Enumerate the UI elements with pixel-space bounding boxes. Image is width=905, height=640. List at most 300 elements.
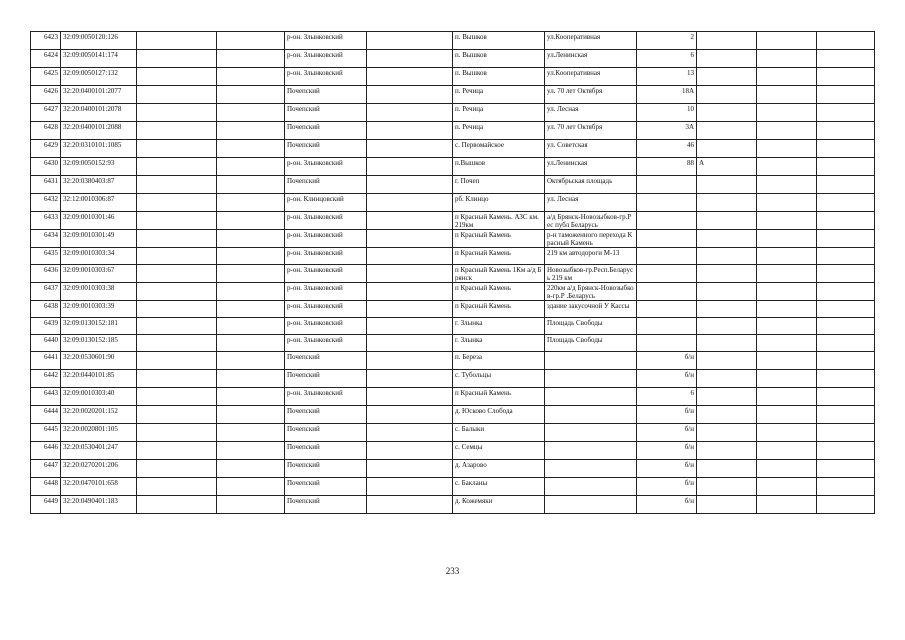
cell-empty [757,212,817,230]
cell-empty [817,388,875,406]
cell-district: р-он. Злынковский [285,388,367,406]
cell-locality: п Красный Камень 1Км а/д Брянск [453,265,545,283]
cell-district: р-он. Клинцовский [285,194,367,212]
cell-locality: г. Злынка [453,318,545,335]
cell-cadastral-number: 32:20:0470101:658 [61,478,137,496]
table-row [31,265,875,283]
cell-district: Почепский [285,496,367,514]
cell-empty [367,248,453,265]
cell-locality: п Красный Камень [453,283,545,301]
cell-empty [367,352,453,370]
cell-empty [217,122,285,140]
cell-house: б/н [637,460,697,478]
cell-building [697,176,757,194]
cell-house: б/н [637,352,697,370]
cell-cadastral-number: 32:09:0010303:38 [61,283,137,301]
cell-empty [137,122,217,140]
cell-street [545,460,637,478]
cell-district: Почепский [285,352,367,370]
cell-street: здание закусочной У Кассы [545,301,637,318]
cell-building [697,370,757,388]
cell-empty [137,158,217,176]
cell-district: р-он. Злынковский [285,212,367,230]
cell-empty [217,68,285,86]
cell-cadastral-number: 32:09:0010303:39 [61,301,137,318]
cell-empty [367,283,453,301]
cell-number: 6434 [31,230,61,248]
table-row [31,140,875,158]
cell-house: б/н [637,424,697,442]
cell-empty [367,86,453,104]
cell-empty [817,104,875,122]
cell-empty [137,248,217,265]
table-row [31,122,875,140]
cell-cadastral-number: 32:09:0130152:185 [61,335,137,352]
cell-empty [217,442,285,460]
cell-building [697,424,757,442]
cell-number: 6427 [31,104,61,122]
cell-empty [757,230,817,248]
cell-number: 6432 [31,194,61,212]
cell-empty [817,352,875,370]
cell-cadastral-number: 32:20:0380403:87 [61,176,137,194]
cell-empty [137,370,217,388]
cell-empty [217,248,285,265]
cell-district: р-он. Злынковский [285,32,367,50]
cell-locality: п Красный Камень. АЗС км.219км [453,212,545,230]
cell-number: 6430 [31,158,61,176]
cell-street: р-н таможенного перехода Красный Камень [545,230,637,248]
cell-empty [217,140,285,158]
table-row [31,335,875,352]
cell-locality: п. Речица [453,86,545,104]
table-row [31,248,875,265]
cell-building [697,388,757,406]
cell-number: 6440 [31,335,61,352]
cell-empty [757,50,817,68]
cell-building [697,265,757,283]
cell-street: Октябрьская площадь [545,176,637,194]
cell-empty [137,388,217,406]
cell-empty [137,478,217,496]
table-row [31,158,875,176]
cell-locality: с. Семцы [453,442,545,460]
cell-street: ул. Советская [545,140,637,158]
cell-number: 6426 [31,86,61,104]
table-row [31,442,875,460]
cell-empty [817,230,875,248]
table-row [31,283,875,301]
cell-building [697,301,757,318]
cell-empty [367,406,453,424]
cell-empty [757,265,817,283]
cell-empty [367,265,453,283]
cell-empty [137,265,217,283]
cell-street: ул.Кооперативная [545,32,637,50]
cell-empty [367,194,453,212]
page-number: 233 [445,566,460,576]
cell-cadastral-number: 32:20:0400101:2077 [61,86,137,104]
cell-empty [757,248,817,265]
cell-street: ул. Лесная [545,104,637,122]
cell-empty [757,460,817,478]
cell-cadastral-number: 32:12:0010306:87 [61,194,137,212]
table-row [31,352,875,370]
cell-empty [367,68,453,86]
cell-house: 18А [637,86,697,104]
cell-locality: п. Вышков [453,68,545,86]
cell-number: 6438 [31,301,61,318]
cell-empty [367,230,453,248]
cell-cadastral-number: 32:20:0020201:152 [61,406,137,424]
cell-empty [137,104,217,122]
cell-empty [137,352,217,370]
cell-cadastral-number: 32:09:0050152:93 [61,158,137,176]
cell-empty [757,140,817,158]
registry-table-body [31,32,875,514]
cell-empty [217,265,285,283]
cell-street [545,496,637,514]
cell-locality: п Красный Камень [453,248,545,265]
cell-district: Почепский [285,86,367,104]
cell-locality: п. Речица [453,122,545,140]
cell-house [637,318,697,335]
cell-building [697,104,757,122]
cell-house: 10 [637,104,697,122]
cell-empty [817,176,875,194]
cell-street: а/д Брянск-Новозыбков-гр.Рес публ Беларусь [545,212,637,230]
cell-empty [137,50,217,68]
cell-district: Почепский [285,176,367,194]
cell-house: 2 [637,32,697,50]
cell-cadastral-number: 32:20:0490401:183 [61,496,137,514]
cell-cadastral-number: 32:20:0020801:105 [61,424,137,442]
cell-cadastral-number: 32:09:0130152:181 [61,318,137,335]
cell-empty [367,335,453,352]
cell-house [637,194,697,212]
cell-locality: п. Вышков [453,32,545,50]
cell-number: 6428 [31,122,61,140]
cell-cadastral-number: 32:09:0010301:46 [61,212,137,230]
cell-house: 6 [637,388,697,406]
cell-empty [757,335,817,352]
cell-cadastral-number: 32:09:0050141:174 [61,50,137,68]
cell-house [637,230,697,248]
cell-empty [817,478,875,496]
table-row [31,68,875,86]
cell-house: 13 [637,68,697,86]
cell-empty [817,283,875,301]
cell-empty [757,352,817,370]
cell-empty [217,158,285,176]
cell-empty [217,176,285,194]
cell-street [545,478,637,496]
cell-number: 6431 [31,176,61,194]
table-row [31,460,875,478]
registry-table [30,31,875,514]
table-row [31,496,875,514]
cell-empty [217,318,285,335]
cell-empty [137,496,217,514]
cell-empty [817,370,875,388]
table-row [31,301,875,318]
cell-street: Новозыбков-гр.Респ.Беларусь 219 км [545,265,637,283]
cell-empty [757,406,817,424]
cell-empty [367,301,453,318]
cell-street: 220км а/д Брянск-Новозыбков-гр.Р .Беларусь [545,283,637,301]
cell-empty [137,318,217,335]
cell-empty [137,442,217,460]
cell-empty [137,283,217,301]
cell-empty [817,460,875,478]
cell-empty [217,424,285,442]
cell-empty [757,176,817,194]
cell-locality: п Красный Камень [453,230,545,248]
cell-empty [137,86,217,104]
cell-house: б/н [637,442,697,460]
cell-empty [137,424,217,442]
cell-number: 6447 [31,460,61,478]
cell-building [697,352,757,370]
cell-building [697,460,757,478]
cell-empty [817,212,875,230]
cell-cadastral-number: 32:09:0010303:40 [61,388,137,406]
cell-empty [137,68,217,86]
cell-cadastral-number: 32:09:0010301:49 [61,230,137,248]
cell-locality: д. Кожемяки [453,496,545,514]
cell-building: А [697,158,757,176]
cell-house [637,176,697,194]
cell-building [697,212,757,230]
cell-empty [137,406,217,424]
cell-empty [137,230,217,248]
cell-empty [367,122,453,140]
cell-house: 88 [637,158,697,176]
cell-street [545,352,637,370]
cell-building [697,478,757,496]
cell-empty [217,230,285,248]
cell-building [697,68,757,86]
cell-number: 6441 [31,352,61,370]
cell-empty [217,50,285,68]
cell-house: б/н [637,496,697,514]
cell-number: 6442 [31,370,61,388]
cell-empty [817,86,875,104]
cell-building [697,194,757,212]
cell-empty [757,496,817,514]
cell-building [697,496,757,514]
cell-empty [817,158,875,176]
cell-house [637,301,697,318]
cell-district: р-он. Злынковский [285,318,367,335]
cell-empty [817,335,875,352]
cell-building [697,140,757,158]
cell-cadastral-number: 32:09:0050127:132 [61,68,137,86]
cell-street: ул.Кооперативная [545,68,637,86]
cell-empty [757,32,817,50]
cell-locality: д. Азарово [453,460,545,478]
cell-empty [817,265,875,283]
cell-locality: п. Береза [453,352,545,370]
cell-cadastral-number: 32:20:0530401:247 [61,442,137,460]
cell-empty [367,50,453,68]
cell-empty [217,335,285,352]
cell-empty [367,140,453,158]
cell-empty [367,158,453,176]
table-row [31,212,875,230]
cell-street [545,370,637,388]
cell-house [637,283,697,301]
cell-building [697,122,757,140]
table-row [31,406,875,424]
cell-number: 6449 [31,496,61,514]
cell-street [545,424,637,442]
cell-empty [217,478,285,496]
cell-number: 6429 [31,140,61,158]
table-row [31,230,875,248]
cell-empty [137,301,217,318]
cell-street [545,442,637,460]
cell-empty [757,388,817,406]
cell-cadastral-number: 32:20:0400101:2078 [61,104,137,122]
cell-number: 6425 [31,68,61,86]
cell-locality: с. Бакланы [453,478,545,496]
cell-empty [757,194,817,212]
table-row [31,32,875,50]
cell-cadastral-number: 32:20:0310101:1085 [61,140,137,158]
cell-locality: п. Речица [453,104,545,122]
cell-empty [367,32,453,50]
cell-empty [367,442,453,460]
cell-house: 6 [637,50,697,68]
cell-locality: д. Юсково Слобода [453,406,545,424]
cell-district: р-он. Злынковский [285,301,367,318]
cell-empty [367,496,453,514]
cell-empty [817,68,875,86]
cell-street: ул. 70 лет Октября [545,122,637,140]
cell-empty [817,406,875,424]
cell-empty [217,496,285,514]
table-row [31,424,875,442]
cell-house: б/н [637,478,697,496]
table-row [31,86,875,104]
cell-house: б/н [637,406,697,424]
cell-empty [757,478,817,496]
cell-locality: п Красный Камень [453,388,545,406]
cell-house [637,335,697,352]
cell-street [545,406,637,424]
cell-empty [137,335,217,352]
cell-district: р-он. Злынковский [285,335,367,352]
cell-building [697,318,757,335]
cell-district: Почепский [285,370,367,388]
cell-empty [137,460,217,478]
cell-district: Почепский [285,122,367,140]
cell-locality: рб. Клинцо [453,194,545,212]
cell-empty [137,212,217,230]
cell-district: Почепский [285,460,367,478]
table-row [31,176,875,194]
cell-empty [367,478,453,496]
cell-district: р-он. Злынковский [285,230,367,248]
cell-locality: п Красный Камень [453,301,545,318]
cell-house [637,248,697,265]
cell-cadastral-number: 32:20:0270201:206 [61,460,137,478]
cell-house [637,265,697,283]
cell-district: Почепский [285,424,367,442]
cell-number: 6436 [31,265,61,283]
cell-number: 6437 [31,283,61,301]
table-row [31,104,875,122]
cell-building [697,248,757,265]
cell-empty [217,104,285,122]
cell-number: 6423 [31,32,61,50]
cell-locality: с. Тубольцы [453,370,545,388]
cell-street: ул.Ленинская [545,50,637,68]
cell-empty [137,140,217,158]
cell-number: 6433 [31,212,61,230]
cell-empty [217,370,285,388]
cell-empty [367,424,453,442]
cell-empty [757,104,817,122]
cell-empty [367,388,453,406]
cell-empty [217,283,285,301]
cell-building [697,50,757,68]
cell-empty [757,442,817,460]
cell-empty [757,301,817,318]
cell-empty [217,86,285,104]
cell-district: Почепский [285,406,367,424]
cell-empty [817,32,875,50]
cell-house: 3А [637,122,697,140]
cell-empty [217,212,285,230]
cell-empty [757,318,817,335]
cell-district: р-он. Злынковский [285,68,367,86]
cell-street: ул.Ленинская [545,158,637,176]
cell-empty [137,32,217,50]
cell-building [697,442,757,460]
cell-district: Почепский [285,104,367,122]
cell-cadastral-number: 32:09:0050120:126 [61,32,137,50]
cell-street: Площадь Свободы [545,335,637,352]
cell-district: р-он. Злынковский [285,265,367,283]
cell-house [637,212,697,230]
table-row [31,388,875,406]
cell-empty [217,194,285,212]
cell-empty [757,158,817,176]
cell-empty [137,176,217,194]
table-row [31,478,875,496]
cell-number: 6446 [31,442,61,460]
cell-empty [817,248,875,265]
cell-empty [757,424,817,442]
cell-empty [217,301,285,318]
cell-locality: п. Вышков [453,50,545,68]
cell-building [697,406,757,424]
cell-number: 6444 [31,406,61,424]
cell-empty [367,318,453,335]
cell-number: 6439 [31,318,61,335]
cell-empty [757,283,817,301]
cell-district: р-он. Злынковский [285,158,367,176]
cell-empty [757,68,817,86]
cell-empty [817,496,875,514]
cell-locality: с. Первомайское [453,140,545,158]
cell-building [697,32,757,50]
cell-empty [217,388,285,406]
cell-district: р-он. Злынковский [285,50,367,68]
cell-empty [367,370,453,388]
